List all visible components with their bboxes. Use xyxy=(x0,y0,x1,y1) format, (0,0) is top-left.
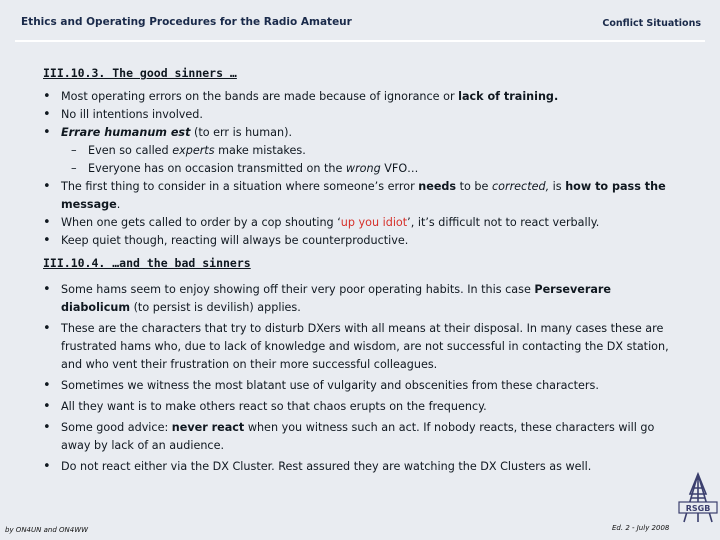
item-italic-text: wrong xyxy=(345,162,381,175)
item-text: (to persist is devilish) applies. xyxy=(130,301,301,314)
item-text: These are the characters that try to disturb DXers with all means at their disposal. In many cases these are frustrated hams who, due to lack of knowledge and wisdom, are not successful in contacting the DX station, and who vent their frustration on their more successful colleagues. xyxy=(61,322,669,371)
item-text: VFO… xyxy=(380,162,419,175)
header-divider xyxy=(15,40,705,42)
list-item xyxy=(43,281,673,317)
list-item xyxy=(43,377,673,395)
list-item xyxy=(43,88,673,106)
list-item xyxy=(43,458,673,476)
bullet-icon: • xyxy=(43,233,51,248)
item-text: . xyxy=(116,198,121,211)
bullet-icon: • xyxy=(43,420,51,435)
bullet-icon: • xyxy=(43,399,51,414)
item-text: ’, it’s difficult not to react verbally. xyxy=(407,216,600,229)
list-item xyxy=(43,419,673,455)
item-text: Do not react either via the DX Cluster. Rest assured they are watching the DX Clusters as well. xyxy=(61,460,592,473)
item-text: make mistakes. xyxy=(214,144,306,157)
item-text: is xyxy=(549,180,566,193)
item-text: The first thing to consider in a situation where someone’s error xyxy=(61,180,419,193)
bullet-icon: • xyxy=(43,459,51,474)
section-title-good-sinners: III.10.3. The good sinners … xyxy=(43,66,237,80)
footer-edition: Ed. 2 - July 2008 xyxy=(612,524,670,532)
item-italic-text: experts xyxy=(172,144,215,157)
list-item xyxy=(43,398,673,416)
item-text: Keep quiet though, reacting will always be counterproductive. xyxy=(61,234,409,247)
bad-sinners-list xyxy=(43,281,673,479)
list-item xyxy=(43,214,673,232)
item-text: when you witness such an act. If nobody reacts, these characters will go away by lack of an audience. xyxy=(61,421,655,452)
item-text: Even so called xyxy=(88,144,173,157)
header-document-title: Ethics and Operating Procedures for the Radio Amateur xyxy=(21,16,352,28)
item-text: All they want is to make others react so that chaos erupts on the frequency. xyxy=(61,400,487,413)
logo-text: RSGB xyxy=(685,504,711,513)
item-text: Most operating errors on the bands are made because of ignorance or xyxy=(61,90,459,103)
item-text: Some good advice: xyxy=(61,421,172,434)
list-item xyxy=(43,178,673,214)
item-text: No ill intentions involved. xyxy=(61,108,203,121)
item-text: Some hams seem to enjoy showing off their very poor operating habits. In this case xyxy=(61,283,535,296)
bullet-icon: • xyxy=(43,89,51,104)
header-section-title: Conflict Situations xyxy=(602,18,701,29)
item-italic-text: corrected, xyxy=(491,180,550,193)
bullet-icon: • xyxy=(43,215,51,230)
item-bold-text: lack of training. xyxy=(458,90,559,103)
sub-list-item xyxy=(43,160,673,178)
item-bold-text: Perseverare diabolicum xyxy=(61,283,611,314)
item-bold-text: how to pass the message xyxy=(61,180,666,211)
bullet-icon: • xyxy=(43,321,51,336)
list-item xyxy=(43,232,673,250)
latin-phrase: Errare humanum est xyxy=(61,126,191,139)
item-bold-text: never react xyxy=(171,421,245,434)
item-bold-text: needs xyxy=(418,180,457,193)
item-text: (to err is human). xyxy=(190,126,293,139)
item-text: Everyone has on occasion transmitted on the xyxy=(88,162,346,175)
bullet-icon: • xyxy=(43,125,51,140)
rsgb-logo xyxy=(676,470,720,540)
dash-icon: – xyxy=(71,162,77,175)
dash-icon: – xyxy=(71,144,77,157)
item-quote-red: up you idiot xyxy=(340,216,408,229)
list-item xyxy=(43,124,673,142)
sub-list-item xyxy=(43,142,673,160)
bullet-icon: • xyxy=(43,107,51,122)
good-sinners-list xyxy=(43,88,673,250)
list-item xyxy=(43,320,673,374)
list-item xyxy=(43,106,673,124)
footer-authors: by ON4UN and ON4WW xyxy=(5,526,89,534)
bullet-icon: • xyxy=(43,179,51,194)
bullet-icon: • xyxy=(43,378,51,393)
bullet-icon: • xyxy=(43,282,51,297)
item-text: When one gets called to order by a cop shouting ‘ xyxy=(61,216,341,229)
item-text: to be xyxy=(456,180,492,193)
item-text: Sometimes we witness the most blatant use of vulgarity and obscenities from these characters. xyxy=(61,379,599,392)
section-title-bad-sinners: III.10.4. …and the bad sinners xyxy=(43,256,251,270)
